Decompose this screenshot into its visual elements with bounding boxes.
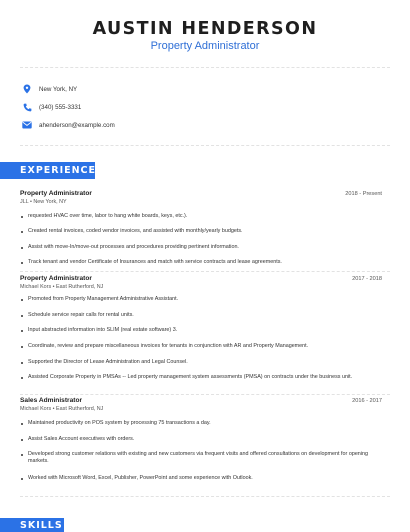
job-entry-dates: 2017 - 2018 — [352, 276, 382, 282]
list-item: Track tenant and vendor Certificate of Insurances and match with service contracts and lease agreements. — [20, 259, 382, 266]
section-skills-heading: SKILLS — [0, 518, 64, 532]
job-entry-title: Sales Administrator — [20, 397, 83, 404]
list-item: Coordinate, review and prepare miscellaneous invoices for tenants in conjunction with AR and Property Management. — [20, 343, 382, 350]
job-entry-company: Michael Kors • East Rutherford, NJ — [20, 284, 104, 290]
contact-phone — [22, 102, 81, 112]
list-item: Maintained productivity on POS system by processing 75 transactions a day. — [20, 420, 382, 427]
contact-email[interactable] — [22, 120, 115, 130]
list-item: requested HVAC over time, labor to hang white boards, keys, etc.). — [20, 213, 382, 220]
list-item: Assist Sales Account executives with orders. — [20, 436, 382, 443]
list-item: Input abstracted information into SLIM (real estate software) 3. — [20, 327, 382, 334]
divider — [20, 394, 390, 395]
candidate-name: AUSTIN HENDERSON — [92, 19, 318, 39]
divider — [20, 145, 390, 146]
job-entry-title: Property Administrator — [20, 275, 92, 282]
job-entry-title: Property Administrator — [20, 190, 92, 197]
divider — [20, 67, 390, 68]
job-entry-dates: 2018 - Present — [345, 191, 382, 197]
section-experience-heading: EXPERIENCE — [0, 162, 95, 179]
list-item: Schedule service repair calls for rental units. — [20, 312, 382, 319]
contact-location-text: New York, NY — [39, 85, 78, 93]
job-entry-company: JLL • New York, NY — [20, 199, 67, 205]
job-title-heading: Property Administrator — [150, 40, 260, 52]
divider — [20, 271, 390, 272]
job-entry — [20, 190, 382, 205]
location-pin-icon — [22, 84, 32, 94]
email-icon — [22, 120, 32, 130]
list-item: Assisted Corporate Property in PMSAs -- Led property management system assessments (PMSA) on contracts under the business unit. — [20, 374, 382, 381]
job-entry — [20, 275, 382, 290]
list-item: Worked with Microsoft Word, Excel, Publisher, PowerPoint and some experience with Outlook. — [20, 475, 382, 482]
contact-phone-text: (340) 555-3331 — [39, 103, 82, 111]
divider — [20, 496, 390, 497]
job-entry — [20, 397, 382, 412]
contact-email-text[interactable]: ahenderson@example.com — [39, 121, 115, 129]
list-item: Created rental invoices, coded vendor invoices, and assisted with monthly/yearly budgets. — [20, 228, 382, 235]
job-entry-company: Michael Kors • East Rutherford, NJ — [20, 406, 104, 412]
phone-icon — [22, 102, 32, 112]
list-item: Assist with move-In/move-out processes and procedures providing pertinent information. — [20, 244, 382, 251]
list-item: Supported the Director of Lease Administration and Legal Counsel. — [20, 359, 382, 366]
list-item: Promoted from Property Management Administrative Assistant. — [20, 296, 382, 303]
contact-location — [22, 84, 77, 94]
job-entry-dates: 2016 - 2017 — [352, 398, 382, 404]
list-item: Developed strong customer relations with existing and new customers via frequent visits and offered consultations on development for opening markets. — [20, 451, 382, 465]
